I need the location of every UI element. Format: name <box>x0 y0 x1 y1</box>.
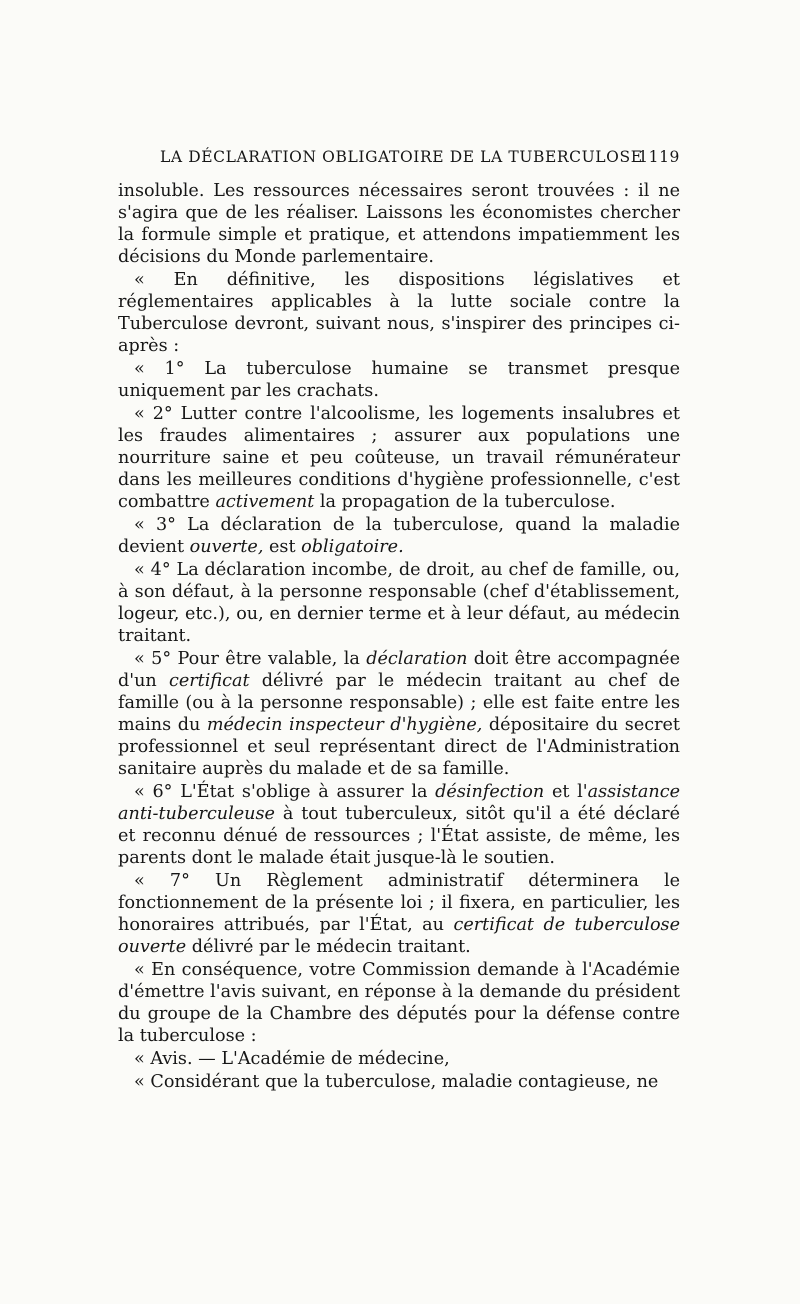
italic-run: activement <box>215 492 315 512</box>
text-run: la propagation de la tuberculose. <box>314 492 616 512</box>
text-run: « 2° Lutter contre l'alcoolisme, les logements insalubres et les fraudes alimentaires ; assurer aux populations une nourriture saine et peu coûteuse, un travail rémunérateur dans les meilleures conditions d'hygiène professionnelle, c'est combattre <box>118 404 680 512</box>
text-run: doit être accompagnée d'un <box>118 649 680 691</box>
italic-run: ouverte, <box>189 537 264 557</box>
text-run: délivré par le médecin traitant. <box>186 937 471 957</box>
text-run: dépositaire du secret professionnel et seul représentant direct de l'Administration sanitaire auprès du malade et de sa famille. <box>118 715 680 779</box>
text-run: « 6° L'État s'oblige à assurer la <box>134 782 436 802</box>
paragraph-consequence: « En conséquence, votre Commission demande à l'Académie d'émettre l'avis suivant, en réponse à la demande du président du groupe de la Chambre des députés pour la défense contre la tuberculose : <box>118 960 680 1046</box>
paragraph-en-definitive: « En définitive, les dispositions législatives et réglementaires applicables à la lutte sociale contre la Tuberculose devront, suivant nous, s'inspirer des principes ci-après : <box>118 270 680 356</box>
paragraph-considerant: « Considérant que la tuberculose, maladie contagieuse, ne <box>134 1072 659 1092</box>
running-title: LA DÉCLARATION OBLIGATOIRE DE LA TUBERCULOSE <box>160 148 643 166</box>
principle-6 <box>118 781 680 869</box>
italic-run: médecin inspecteur d'hygiène, <box>206 715 483 735</box>
italic-run: assistance anti-tuberculeuse <box>118 782 680 824</box>
paragraph-intro: insoluble. Les ressources nécessaires seront trouvées : il ne s'agira que de les réaliser. Laissons les économistes chercher la formule simple et pratique, et attendons impatiemment les décisions du Monde parlementaire. <box>118 181 680 267</box>
principle-1: « 1° La tuberculose humaine se transmet presque uniquement par les crachats. <box>118 359 680 401</box>
text-run: est <box>263 537 302 557</box>
italic-run: certificat <box>169 671 250 691</box>
text-run: « 3° La déclaration de la tuberculose, quand la maladie devient <box>118 515 680 557</box>
paragraph-avis: « Avis. — L'Académie de médecine, <box>134 1049 450 1069</box>
text-run: « 5° Pour être valable, la <box>134 649 367 669</box>
italic-run: obligatoire. <box>301 537 404 557</box>
italic-run: certificat de tuberculose ouverte <box>118 915 680 957</box>
text-run: « 7° Un Règlement administratif déterminera le fonctionnement de la présente loi ; il fixera, en particulier, les honoraires attribués, par l'État, au <box>118 871 680 935</box>
principle-3 <box>118 514 680 558</box>
principle-5 <box>118 648 680 780</box>
principle-2 <box>118 403 680 513</box>
italic-run: désinfection <box>435 782 545 802</box>
principle-4: « 4° La déclaration incombe, de droit, au chef de famille, ou, à son défaut, à la personne responsable (chef d'établissement, logeur, etc.), ou, en dernier terme et à leur défaut, au médecin traitant. <box>118 560 680 646</box>
running-header <box>160 148 680 172</box>
text-run: et l' <box>544 782 588 802</box>
italic-run: déclaration <box>366 649 468 669</box>
page-number: 1119 <box>638 148 680 166</box>
text-run: à tout tuberculeux, sitôt qu'il a été déclaré et reconnu dénué de ressources ; l'État assiste, de même, les parents dont le malade était jusque-là le soutien. <box>118 804 680 868</box>
text-run: délivré par le médecin traitant au chef de famille (ou à la personne responsable) ; elle est faite entre les mains du <box>118 671 681 735</box>
body-text <box>118 180 680 1093</box>
principle-7 <box>118 870 680 958</box>
